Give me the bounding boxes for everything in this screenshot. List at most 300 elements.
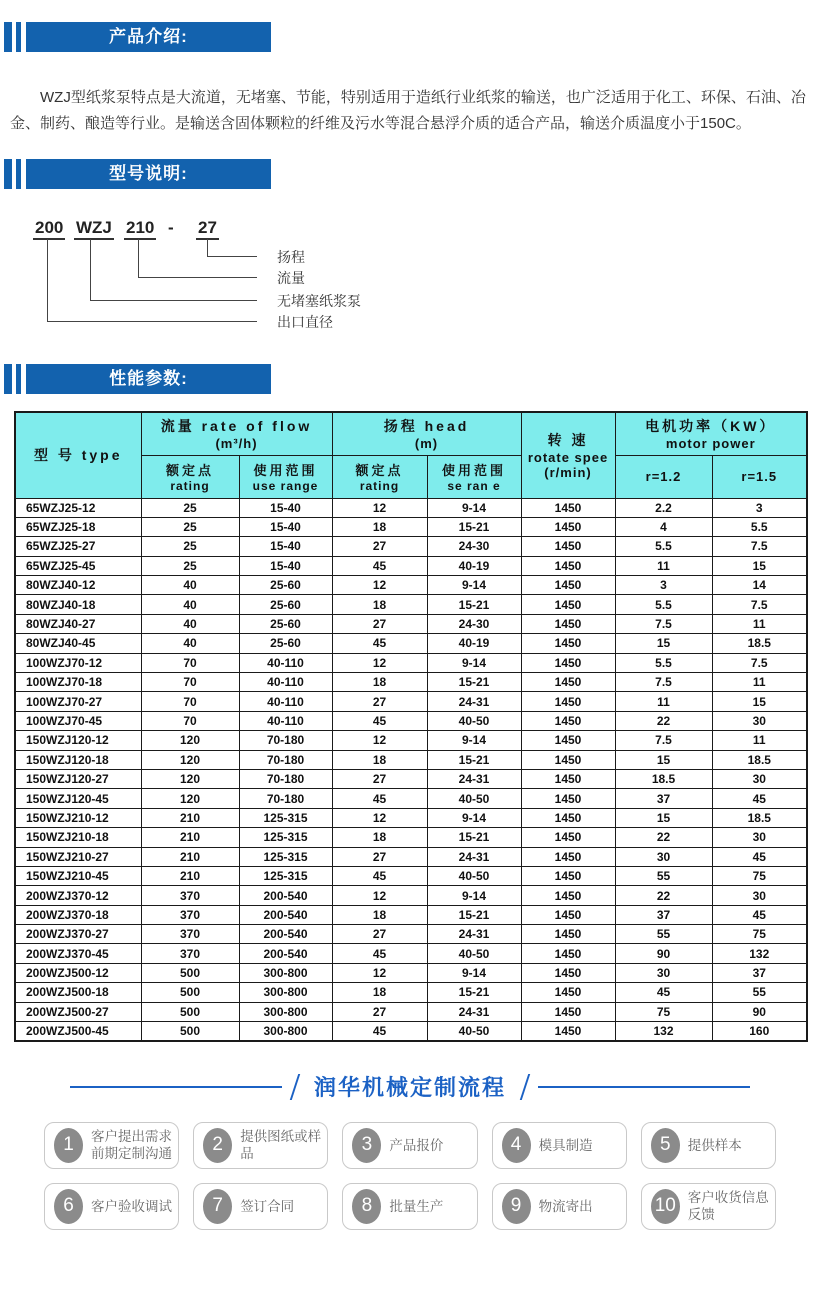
cell-flow-rating: 40 (141, 595, 239, 614)
process-grid (44, 1122, 776, 1230)
cell-type: 150WZJ210-12 (15, 808, 141, 827)
cell-power-r12: 18.5 (615, 769, 712, 788)
col-flow-range: 使用范围 use range (239, 455, 332, 498)
step-label: 批量生产 (389, 1198, 444, 1214)
table-row (15, 595, 807, 614)
cell-power-r15: 30 (712, 886, 807, 905)
cell-rotate-speed: 1450 (521, 944, 615, 963)
process-step-card (193, 1183, 328, 1230)
process-step-card (44, 1122, 179, 1169)
cell-type: 100WZJ70-45 (15, 711, 141, 730)
cell-flow-range: 200-540 (239, 944, 332, 963)
cell-flow-rating: 25 (141, 537, 239, 556)
cell-power-r15: 15 (712, 692, 807, 711)
cell-power-r12: 45 (615, 983, 712, 1002)
cell-head-rating: 18 (332, 905, 427, 924)
cell-power-r12: 75 (615, 1002, 712, 1021)
section-header-intro (0, 22, 820, 52)
cell-rotate-speed: 1450 (521, 828, 615, 847)
cell-rotate-speed: 1450 (521, 925, 615, 944)
cell-rotate-speed: 1450 (521, 711, 615, 730)
cell-head-range: 24-30 (427, 537, 521, 556)
cell-rotate-speed: 1450 (521, 595, 615, 614)
cell-flow-rating: 210 (141, 866, 239, 885)
cell-rotate-speed: 1450 (521, 556, 615, 575)
cell-type: 200WZJ370-45 (15, 944, 141, 963)
cell-power-r15: 90 (712, 1002, 807, 1021)
code-flow: 210 (124, 219, 156, 240)
cell-rotate-speed: 1450 (521, 614, 615, 633)
cell-rotate-speed: 1450 (521, 537, 615, 556)
cell-head-rating: 12 (332, 653, 427, 672)
table-row (15, 517, 807, 536)
cell-power-r12: 22 (615, 711, 712, 730)
cell-head-rating: 45 (332, 789, 427, 808)
process-step-card (44, 1183, 179, 1230)
cell-rotate-speed: 1450 (521, 769, 615, 788)
cell-flow-rating: 120 (141, 769, 239, 788)
cell-type: 150WZJ210-27 (15, 847, 141, 866)
table-row (15, 1022, 807, 1041)
table-row (15, 731, 807, 750)
step-number-badge: 6 (54, 1189, 83, 1224)
cell-head-range: 9-14 (427, 731, 521, 750)
cell-power-r15: 132 (712, 944, 807, 963)
cell-flow-range: 200-540 (239, 886, 332, 905)
cell-flow-range: 25-60 (239, 595, 332, 614)
step-number-badge: 7 (203, 1189, 232, 1224)
section-header-model (0, 159, 820, 189)
cell-flow-rating: 370 (141, 944, 239, 963)
cell-head-rating: 18 (332, 595, 427, 614)
cell-power-r12: 15 (615, 634, 712, 653)
col-type: 型 号 type (15, 412, 141, 498)
cell-type: 80WZJ40-12 (15, 576, 141, 595)
step-label: 产品报价 (389, 1137, 444, 1153)
header-accent-bars (4, 364, 21, 394)
col-r15: r=1.5 (712, 455, 807, 498)
cell-rotate-speed: 1450 (521, 653, 615, 672)
cell-head-rating: 18 (332, 750, 427, 769)
cell-type: 150WZJ120-45 (15, 789, 141, 808)
table-row (15, 653, 807, 672)
cell-rotate-speed: 1450 (521, 1022, 615, 1041)
label-flow: 流量 (277, 270, 305, 286)
table-row (15, 750, 807, 769)
table-row (15, 576, 807, 595)
cell-power-r15: 45 (712, 789, 807, 808)
cell-power-r12: 3 (615, 576, 712, 595)
cell-type: 150WZJ210-45 (15, 866, 141, 885)
cell-power-r15: 11 (712, 673, 807, 692)
col-head-range: 使用范围 se ran e (427, 455, 521, 498)
cell-power-r15: 18.5 (712, 808, 807, 827)
cell-head-rating: 12 (332, 731, 427, 750)
cell-flow-range: 70-180 (239, 750, 332, 769)
step-label: 提供样本 (687, 1137, 742, 1153)
cell-head-range: 15-21 (427, 828, 521, 847)
cell-head-rating: 12 (332, 576, 427, 595)
cell-head-range: 9-14 (427, 808, 521, 827)
cell-rotate-speed: 1450 (521, 498, 615, 517)
cell-flow-range: 70-180 (239, 731, 332, 750)
table-row (15, 673, 807, 692)
cell-head-range: 15-21 (427, 750, 521, 769)
cell-power-r15: 30 (712, 828, 807, 847)
cell-head-range: 9-14 (427, 653, 521, 672)
cell-power-r12: 22 (615, 886, 712, 905)
accent-bar (16, 22, 21, 52)
cell-flow-range: 300-800 (239, 1002, 332, 1021)
cell-head-range: 24-30 (427, 614, 521, 633)
table-row (15, 886, 807, 905)
cell-flow-rating: 370 (141, 886, 239, 905)
title-line-right (538, 1086, 750, 1088)
cell-flow-range: 125-315 (239, 847, 332, 866)
cell-head-rating: 12 (332, 498, 427, 517)
cell-head-range: 40-50 (427, 1022, 521, 1041)
cell-type: 80WZJ40-18 (15, 595, 141, 614)
table-row (15, 925, 807, 944)
table-row (15, 711, 807, 730)
cell-power-r15: 55 (712, 983, 807, 1002)
step-number-badge: 4 (502, 1128, 531, 1163)
cell-type: 200WZJ370-12 (15, 886, 141, 905)
cell-rotate-speed: 1450 (521, 517, 615, 536)
step-number-badge: 5 (651, 1128, 680, 1163)
cell-power-r15: 15 (712, 556, 807, 575)
col-group-motor-power: 电机功率（KW） motor power (615, 412, 807, 455)
label-outlet: 出口直径 (277, 314, 333, 330)
table-row (15, 828, 807, 847)
cell-type: 65WZJ25-27 (15, 537, 141, 556)
cell-power-r15: 75 (712, 866, 807, 885)
cell-power-r15: 11 (712, 731, 807, 750)
cell-type: 200WZJ370-27 (15, 925, 141, 944)
cell-flow-rating: 25 (141, 498, 239, 517)
cell-head-range: 24-31 (427, 847, 521, 866)
code-head: 27 (196, 219, 219, 240)
cell-power-r12: 7.5 (615, 731, 712, 750)
cell-head-rating: 12 (332, 808, 427, 827)
process-title-row (70, 1072, 750, 1102)
cell-flow-rating: 210 (141, 808, 239, 827)
cell-power-r15: 7.5 (712, 537, 807, 556)
cell-type: 65WZJ25-45 (15, 556, 141, 575)
title-slash-left (290, 1074, 300, 1100)
cell-flow-range: 25-60 (239, 634, 332, 653)
col-head-rating: 额定点 rating (332, 455, 427, 498)
cell-head-rating: 45 (332, 634, 427, 653)
cell-flow-rating: 70 (141, 692, 239, 711)
cell-flow-range: 300-800 (239, 983, 332, 1002)
cell-power-r15: 45 (712, 847, 807, 866)
cell-power-r15: 75 (712, 925, 807, 944)
cell-rotate-speed: 1450 (521, 673, 615, 692)
cell-type: 65WZJ25-18 (15, 517, 141, 536)
table-row (15, 769, 807, 788)
cell-head-rating: 45 (332, 1022, 427, 1041)
cell-power-r12: 2.2 (615, 498, 712, 517)
cell-rotate-speed: 1450 (521, 692, 615, 711)
cell-flow-rating: 70 (141, 673, 239, 692)
cell-flow-range: 200-540 (239, 905, 332, 924)
cell-flow-range: 40-110 (239, 653, 332, 672)
section-header-performance (0, 364, 820, 394)
cell-power-r12: 5.5 (615, 537, 712, 556)
cell-type: 150WZJ120-12 (15, 731, 141, 750)
accent-bar (4, 364, 12, 394)
table-row (15, 866, 807, 885)
cell-power-r15: 37 (712, 963, 807, 982)
process-step-card (193, 1122, 328, 1169)
cell-rotate-speed: 1450 (521, 576, 615, 595)
cell-flow-range: 200-540 (239, 925, 332, 944)
process-step-card (492, 1122, 627, 1169)
cell-power-r12: 15 (615, 808, 712, 827)
col-r12: r=1.2 (615, 455, 712, 498)
table-row (15, 614, 807, 633)
cell-rotate-speed: 1450 (521, 731, 615, 750)
cell-flow-rating: 120 (141, 731, 239, 750)
cell-type: 150WZJ210-18 (15, 828, 141, 847)
step-label: 客户提出需求前期定制沟通 (91, 1129, 172, 1162)
cell-head-rating: 18 (332, 828, 427, 847)
cell-type: 80WZJ40-45 (15, 634, 141, 653)
process-title: 润华机械定制流程 (314, 1075, 507, 1101)
cell-rotate-speed: 1450 (521, 886, 615, 905)
cell-power-r12: 37 (615, 905, 712, 924)
step-number-badge: 9 (502, 1189, 531, 1224)
code-dash: - (168, 218, 174, 237)
cell-head-range: 9-14 (427, 963, 521, 982)
cell-power-r12: 5.5 (615, 595, 712, 614)
cell-head-range: 15-21 (427, 905, 521, 924)
cell-head-range: 24-31 (427, 925, 521, 944)
cell-head-range: 9-14 (427, 576, 521, 595)
step-number-badge: 10 (651, 1189, 680, 1224)
cell-type: 200WZJ370-18 (15, 905, 141, 924)
process-step-card (641, 1122, 776, 1169)
cell-head-range: 15-21 (427, 673, 521, 692)
cell-head-rating: 45 (332, 711, 427, 730)
cell-power-r15: 30 (712, 711, 807, 730)
cell-flow-rating: 500 (141, 963, 239, 982)
table-row (15, 498, 807, 517)
table-row (15, 692, 807, 711)
cell-flow-range: 25-60 (239, 614, 332, 633)
cell-power-r15: 45 (712, 905, 807, 924)
step-number-badge: 2 (203, 1128, 232, 1163)
cell-power-r12: 30 (615, 847, 712, 866)
table-row (15, 847, 807, 866)
cell-type: 65WZJ25-12 (15, 498, 141, 517)
cell-head-range: 15-21 (427, 595, 521, 614)
cell-flow-rating: 70 (141, 653, 239, 672)
cell-power-r12: 90 (615, 944, 712, 963)
cell-flow-range: 15-40 (239, 517, 332, 536)
cell-power-r15: 7.5 (712, 595, 807, 614)
accent-bar (16, 159, 21, 189)
cell-flow-rating: 25 (141, 556, 239, 575)
step-number-badge: 8 (352, 1189, 381, 1224)
cell-head-rating: 27 (332, 1002, 427, 1021)
cell-rotate-speed: 1450 (521, 634, 615, 653)
performance-title: 性能参数: (26, 364, 271, 394)
cell-type: 100WZJ70-12 (15, 653, 141, 672)
table-row (15, 808, 807, 827)
cell-head-range: 9-14 (427, 886, 521, 905)
cell-power-r12: 7.5 (615, 673, 712, 692)
cell-flow-range: 125-315 (239, 866, 332, 885)
cell-type: 200WZJ500-45 (15, 1022, 141, 1041)
model-title: 型号说明: (26, 159, 271, 189)
table-row (15, 944, 807, 963)
step-number-badge: 1 (54, 1128, 83, 1163)
cell-flow-range: 15-40 (239, 498, 332, 517)
cell-power-r12: 37 (615, 789, 712, 808)
cell-head-range: 40-50 (427, 944, 521, 963)
process-step-card (342, 1183, 477, 1230)
diagram-line-outlet (47, 239, 257, 322)
cell-flow-rating: 120 (141, 750, 239, 769)
code-series: WZJ (74, 219, 114, 240)
cell-head-rating: 12 (332, 963, 427, 982)
cell-power-r12: 22 (615, 828, 712, 847)
header-accent-bars (4, 159, 21, 189)
label-head: 扬程 (277, 249, 305, 265)
cell-type: 200WZJ500-18 (15, 983, 141, 1002)
spec-table (14, 411, 808, 1042)
cell-head-range: 15-21 (427, 983, 521, 1002)
table-row (15, 789, 807, 808)
cell-flow-rating: 500 (141, 1002, 239, 1021)
cell-flow-rating: 210 (141, 828, 239, 847)
cell-rotate-speed: 1450 (521, 847, 615, 866)
cell-head-range: 24-31 (427, 1002, 521, 1021)
table-row (15, 556, 807, 575)
cell-flow-range: 40-110 (239, 711, 332, 730)
table-row (15, 1002, 807, 1021)
step-number-badge: 3 (352, 1128, 381, 1163)
cell-power-r15: 18.5 (712, 750, 807, 769)
table-row (15, 905, 807, 924)
cell-type: 200WZJ500-12 (15, 963, 141, 982)
cell-head-range: 40-50 (427, 866, 521, 885)
cell-flow-rating: 25 (141, 517, 239, 536)
cell-head-range: 24-31 (427, 692, 521, 711)
cell-flow-rating: 500 (141, 1022, 239, 1041)
cell-power-r15: 7.5 (712, 653, 807, 672)
cell-power-r12: 30 (615, 963, 712, 982)
col-rotate-speed: 转 速 rotate spee (r/min) (521, 412, 615, 498)
cell-rotate-speed: 1450 (521, 789, 615, 808)
cell-type: 200WZJ500-27 (15, 1002, 141, 1021)
cell-type: 150WZJ120-18 (15, 750, 141, 769)
model-code-diagram (0, 219, 820, 334)
cell-rotate-speed: 1450 (521, 905, 615, 924)
cell-type: 150WZJ120-27 (15, 769, 141, 788)
cell-flow-range: 70-180 (239, 769, 332, 788)
cell-flow-rating: 120 (141, 789, 239, 808)
intro-paragraph: WZJ型纸浆泵特点是大流道，无堵塞、节能，特别适用于造纸行业纸浆的输送，也广泛适用于化工、环保、石油、冶金、制药、酿造等行业。是输送含固体颗粒的纤维及污水等混合悬浮介质的适合产品，输送介质温度小于150C。 (10, 89, 806, 132)
cell-flow-range: 40-110 (239, 673, 332, 692)
cell-flow-rating: 70 (141, 711, 239, 730)
cell-flow-range: 70-180 (239, 789, 332, 808)
cell-power-r12: 5.5 (615, 653, 712, 672)
cell-flow-range: 300-800 (239, 1022, 332, 1041)
intro-title: 产品介绍: (26, 22, 271, 52)
cell-head-rating: 27 (332, 692, 427, 711)
cell-head-rating: 27 (332, 769, 427, 788)
cell-flow-rating: 370 (141, 905, 239, 924)
cell-head-rating: 12 (332, 886, 427, 905)
step-label: 提供图纸或样品 (240, 1129, 322, 1162)
cell-type: 80WZJ40-27 (15, 614, 141, 633)
cell-head-rating: 27 (332, 925, 427, 944)
cell-rotate-speed: 1450 (521, 1002, 615, 1021)
cell-flow-range: 125-315 (239, 808, 332, 827)
cell-head-range: 15-21 (427, 517, 521, 536)
cell-power-r15: 11 (712, 614, 807, 633)
process-step-card (342, 1122, 477, 1169)
header-accent-bars (4, 22, 21, 52)
cell-power-r12: 4 (615, 517, 712, 536)
cell-head-rating: 27 (332, 614, 427, 633)
cell-power-r15: 18.5 (712, 634, 807, 653)
cell-rotate-speed: 1450 (521, 963, 615, 982)
step-label: 客户验收调试 (91, 1198, 172, 1214)
accent-bar (4, 22, 12, 52)
label-series: 无堵塞纸浆泵 (277, 293, 361, 309)
title-line-left (70, 1086, 282, 1088)
cell-power-r12: 55 (615, 866, 712, 885)
cell-head-range: 24-31 (427, 769, 521, 788)
cell-head-range: 9-14 (427, 498, 521, 517)
cell-power-r15: 14 (712, 576, 807, 595)
cell-power-r12: 11 (615, 692, 712, 711)
cell-head-rating: 18 (332, 517, 427, 536)
cell-head-range: 40-19 (427, 634, 521, 653)
cell-flow-range: 300-800 (239, 963, 332, 982)
table-row (15, 537, 807, 556)
cell-flow-rating: 210 (141, 847, 239, 866)
cell-flow-rating: 370 (141, 925, 239, 944)
cell-flow-range: 25-60 (239, 576, 332, 595)
step-label: 客户收货信息反馈 (687, 1190, 769, 1223)
cell-flow-rating: 40 (141, 614, 239, 633)
spec-table-header (15, 412, 807, 498)
col-group-flow: 流量 rate of flow (m³/h) (141, 412, 332, 455)
cell-flow-rating: 500 (141, 983, 239, 1002)
cell-power-r12: 7.5 (615, 614, 712, 633)
cell-head-range: 40-50 (427, 711, 521, 730)
step-label: 模具制造 (538, 1137, 593, 1153)
process-step-card (492, 1183, 627, 1230)
cell-head-rating: 45 (332, 944, 427, 963)
cell-head-rating: 45 (332, 866, 427, 885)
cell-power-r12: 132 (615, 1022, 712, 1041)
cell-type: 100WZJ70-18 (15, 673, 141, 692)
cell-flow-rating: 40 (141, 576, 239, 595)
table-row (15, 983, 807, 1002)
cell-flow-range: 125-315 (239, 828, 332, 847)
spec-table-body (15, 498, 807, 1041)
cell-power-r15: 3 (712, 498, 807, 517)
cell-type: 100WZJ70-27 (15, 692, 141, 711)
cell-rotate-speed: 1450 (521, 750, 615, 769)
cell-head-range: 40-19 (427, 556, 521, 575)
